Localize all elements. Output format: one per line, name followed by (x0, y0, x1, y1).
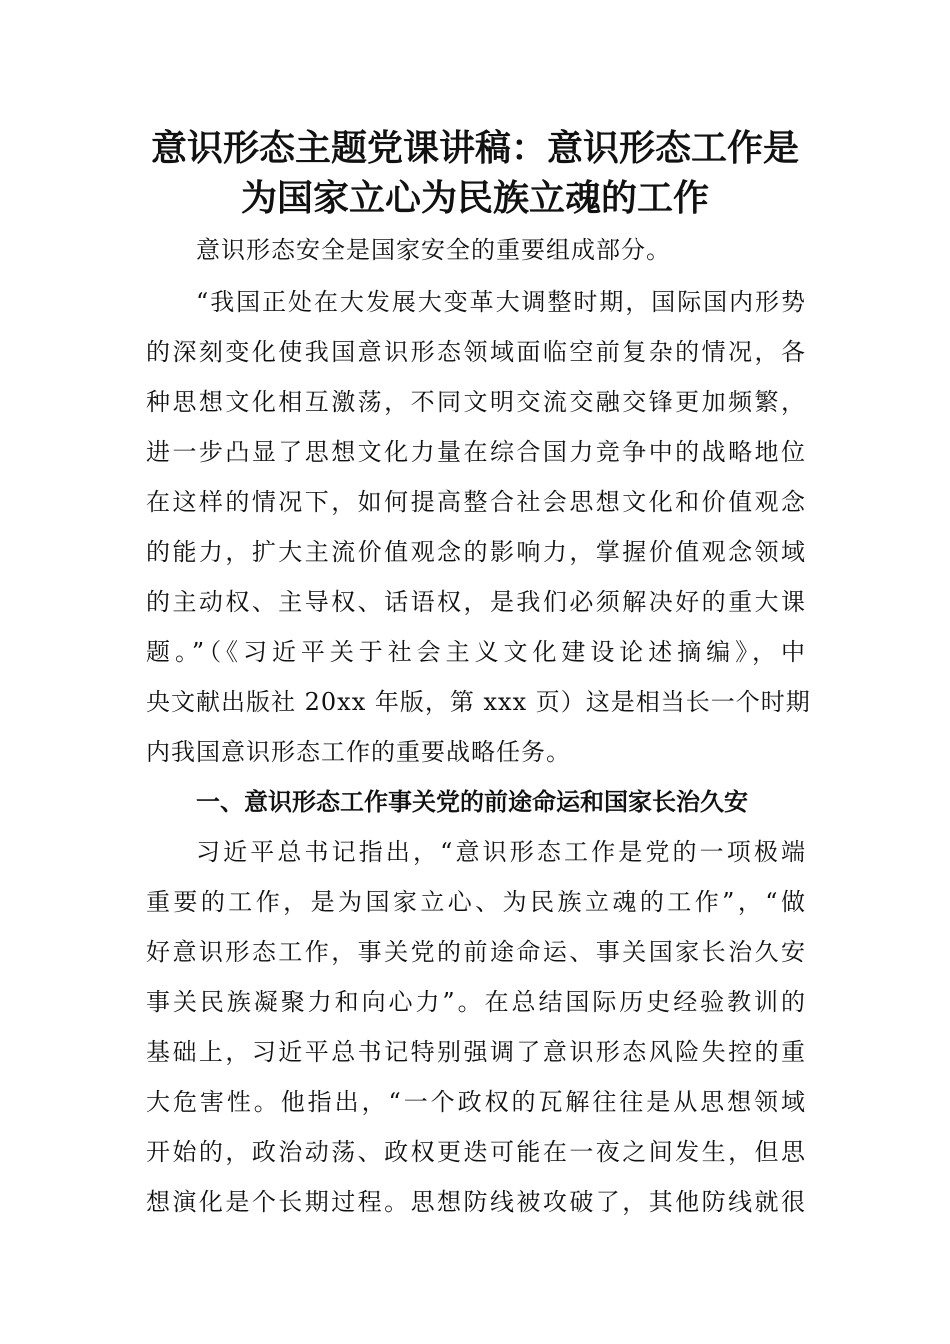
paragraph-3-line: 基础上，习近平总书记特别强调了意识形态风险失控的重 (146, 1038, 806, 1066)
paragraph-2-line: 内我国意识形态工作的重要战略任务。 (146, 738, 571, 766)
section-heading: 一、意识形态工作事关党的前途命运和国家长治久安 (196, 788, 748, 816)
paragraph-2-line: “我国正处在大发展大变革大调整时期，国际国内形势 (196, 288, 806, 316)
paragraph-2-line: 进一步凸显了思想文化力量在综合国力竞争中的战略地位 (146, 438, 806, 466)
paragraph-3-line: 好意识形态工作，事关党的前途命运、事关国家长治久安 (146, 938, 806, 966)
document-title-line-2: 为国家立心为民族立魂的工作 (240, 177, 709, 219)
paragraph-3-line: 事关民族凝聚力和向心力”。在总结国际历史经验教训的 (146, 988, 806, 1016)
document-title-line-1: 意识形态主题党课讲稿：意识形态工作是 (150, 127, 799, 169)
paragraph-3-line: 重要的工作，是为国家立心、为民族立魂的工作”，“做 (146, 888, 806, 916)
paragraph-2-line: 题。”（《习近平关于社会主义文化建设论述摘编》，中 (146, 638, 806, 666)
paragraph-2-line: 的深刻变化使我国意识形态领域面临空前复杂的情况，各 (146, 338, 806, 366)
paragraph-2-line: 央文献出版社 20xx 年版，第 xxx 页）这是相当长一个时期 (146, 688, 811, 716)
paragraph-3-line: 想演化是个长期过程。思想防线被攻破了，其他防线就很 (146, 1188, 806, 1216)
paragraph-2-line: 种思想文化相互激荡，不同文明交流交融交锋更加频繁， (146, 388, 806, 416)
paragraph-3-line: 开始的，政治动荡、政权更迭可能在一夜之间发生，但思 (146, 1138, 806, 1166)
paragraph-2-line: 在这样的情况下，如何提高整合社会思想文化和价值观念 (146, 488, 806, 516)
paragraph-3-line: 大危害性。他指出，“一个政权的瓦解往往是从思想领域 (146, 1088, 806, 1116)
paragraph-1-line: 意识形态安全是国家安全的重要组成部分。 (196, 236, 671, 264)
paragraph-3-line: 习近平总书记指出，“意识形态工作是党的一项极端 (196, 838, 806, 866)
paragraph-2-line: 的主动权、主导权、话语权，是我们必须解决好的重大课 (146, 588, 806, 616)
paragraph-2-line: 的能力，扩大主流价值观念的影响力，掌握价值观念领域 (146, 538, 806, 566)
